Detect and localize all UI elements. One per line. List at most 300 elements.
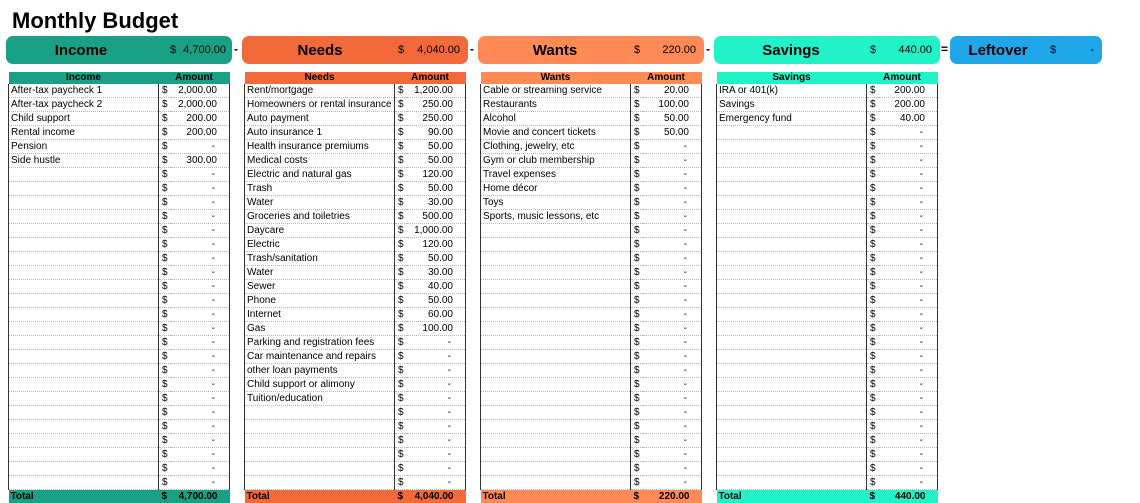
savings-header-row — [717, 72, 938, 84]
income-item-label[interactable] — [9, 280, 159, 294]
income-item-label[interactable] — [9, 434, 159, 448]
needs-item-label[interactable] — [245, 420, 395, 434]
savings-item-label[interactable] — [717, 224, 867, 238]
income-item-amount[interactable]: - — [171, 392, 230, 406]
savings-item-label[interactable] — [717, 294, 867, 308]
savings-item-label[interactable]: Savings — [717, 98, 867, 112]
wants-item-amount[interactable]: 50.00 — [643, 112, 702, 126]
wants-item-label[interactable]: Movie and concert tickets — [481, 126, 631, 140]
savings-currency-cell: $ — [867, 84, 879, 98]
table-row — [9, 406, 230, 420]
income-item-label[interactable] — [9, 224, 159, 238]
wants-item-label[interactable] — [481, 266, 631, 280]
needs-item-amount[interactable]: 50.00 — [407, 294, 466, 308]
table-row — [717, 434, 938, 448]
needs-item-amount[interactable]: 100.00 — [407, 322, 466, 336]
savings-item-label[interactable] — [717, 238, 867, 252]
needs-item-amount[interactable]: 1,200.00 — [407, 84, 466, 98]
needs-item-label[interactable]: Medical costs — [245, 154, 395, 168]
income-summary-label: Income — [6, 42, 156, 59]
wants-item-label[interactable] — [481, 322, 631, 336]
savings-item-label[interactable] — [717, 140, 867, 154]
income-item-amount[interactable]: - — [171, 448, 230, 462]
wants-item-label[interactable] — [481, 420, 631, 434]
income-currency-cell: $ — [159, 462, 171, 476]
wants-item-amount[interactable]: - — [643, 196, 702, 210]
income-item-label[interactable]: After-tax paycheck 2 — [9, 98, 159, 112]
needs-total-currency: $ — [395, 490, 407, 503]
needs-item-amount[interactable]: 500.00 — [407, 210, 466, 224]
needs-item-amount[interactable]: 50.00 — [407, 252, 466, 266]
needs-item-label[interactable]: Car maintenance and repairs — [245, 350, 395, 364]
wants-item-label[interactable] — [481, 350, 631, 364]
income-item-amount[interactable]: 2,000.00 — [171, 98, 230, 112]
income-item-label[interactable] — [9, 252, 159, 266]
savings-item-amount[interactable]: - — [879, 406, 938, 420]
table-row — [245, 350, 466, 364]
income-item-label[interactable] — [9, 196, 159, 210]
wants-item-amount[interactable]: - — [643, 476, 702, 490]
wants-item-amount[interactable]: - — [643, 168, 702, 182]
wants-currency-cell: $ — [631, 378, 643, 392]
needs-item-amount[interactable]: - — [407, 350, 466, 364]
needs-item-amount[interactable]: 40.00 — [407, 280, 466, 294]
income-item-label[interactable] — [9, 266, 159, 280]
needs-item-amount[interactable]: 30.00 — [407, 266, 466, 280]
income-item-amount[interactable]: - — [171, 168, 230, 182]
savings-item-label[interactable] — [717, 434, 867, 448]
wants-item-amount[interactable]: 100.00 — [643, 98, 702, 112]
wants-item-label[interactable]: Gym or club membership — [481, 154, 631, 168]
needs-item-label[interactable]: Trash — [245, 182, 395, 196]
savings-item-label[interactable] — [717, 126, 867, 140]
savings-item-amount[interactable]: - — [879, 224, 938, 238]
wants-item-amount[interactable]: - — [643, 140, 702, 154]
wants-item-amount[interactable]: 20.00 — [643, 84, 702, 98]
income-item-amount[interactable]: - — [171, 280, 230, 294]
savings-currency-cell: $ — [867, 476, 879, 490]
needs-item-label[interactable]: Internet — [245, 308, 395, 322]
needs-item-label[interactable]: Phone — [245, 294, 395, 308]
table-row — [481, 406, 702, 420]
needs-item-amount[interactable]: 250.00 — [407, 98, 466, 112]
wants-item-label[interactable] — [481, 392, 631, 406]
savings-item-amount[interactable]: - — [879, 238, 938, 252]
wants-item-label[interactable] — [481, 364, 631, 378]
table-row — [9, 112, 230, 126]
income-item-amount[interactable]: 300.00 — [171, 154, 230, 168]
savings-item-amount[interactable]: - — [879, 126, 938, 140]
needs-item-amount[interactable]: - — [407, 448, 466, 462]
savings-item-label[interactable] — [717, 210, 867, 224]
savings-item-amount[interactable]: - — [879, 266, 938, 280]
needs-item-label[interactable]: Sewer — [245, 280, 395, 294]
income-item-label[interactable] — [9, 462, 159, 476]
needs-item-label[interactable] — [245, 406, 395, 420]
wants-currency-cell: $ — [631, 420, 643, 434]
savings-item-amount[interactable]: - — [879, 168, 938, 182]
income-item-amount[interactable]: - — [171, 210, 230, 224]
needs-column-header: Needs — [245, 72, 395, 84]
wants-item-amount[interactable]: - — [643, 280, 702, 294]
income-item-label[interactable] — [9, 336, 159, 350]
table-row — [245, 126, 466, 140]
wants-item-label[interactable] — [481, 280, 631, 294]
wants-item-amount[interactable]: - — [643, 378, 702, 392]
wants-total-value: 220.00 — [643, 490, 702, 503]
table-row — [481, 98, 702, 112]
wants-item-label[interactable] — [481, 476, 631, 490]
income-item-label[interactable] — [9, 238, 159, 252]
savings-item-amount[interactable]: - — [879, 420, 938, 434]
income-item-amount[interactable]: - — [171, 252, 230, 266]
wants-summary-currency: $ — [634, 44, 640, 56]
needs-item-label[interactable]: Trash/sanitation — [245, 252, 395, 266]
wants-item-label[interactable]: Alcohol — [481, 112, 631, 126]
savings-item-label[interactable] — [717, 322, 867, 336]
wants-item-amount[interactable]: - — [643, 434, 702, 448]
wants-item-amount[interactable]: - — [643, 308, 702, 322]
wants-item-amount[interactable]: 50.00 — [643, 126, 702, 140]
needs-item-amount[interactable]: 120.00 — [407, 168, 466, 182]
income-item-label[interactable]: After-tax paycheck 1 — [9, 84, 159, 98]
needs-item-amount[interactable]: - — [407, 392, 466, 406]
needs-item-amount[interactable]: - — [407, 406, 466, 420]
income-item-label[interactable] — [9, 406, 159, 420]
savings-item-label[interactable] — [717, 476, 867, 490]
savings-item-amount[interactable]: 40.00 — [879, 112, 938, 126]
savings-item-amount[interactable]: 200.00 — [879, 98, 938, 112]
savings-item-amount[interactable]: - — [879, 476, 938, 490]
income-item-amount[interactable]: - — [171, 196, 230, 210]
wants-item-label[interactable]: Home décor — [481, 182, 631, 196]
needs-item-label[interactable]: Gas — [245, 322, 395, 336]
savings-item-label[interactable] — [717, 336, 867, 350]
needs-item-label[interactable] — [245, 476, 395, 490]
savings-item-amount[interactable]: - — [879, 322, 938, 336]
needs-item-label[interactable]: Water — [245, 266, 395, 280]
savings-item-label[interactable] — [717, 182, 867, 196]
needs-amount-header: Amount — [395, 72, 466, 84]
savings-item-label[interactable] — [717, 252, 867, 266]
income-item-amount[interactable]: 2,000.00 — [171, 84, 230, 98]
savings-item-label[interactable] — [717, 280, 867, 294]
table-row — [9, 336, 230, 350]
savings-item-label[interactable] — [717, 364, 867, 378]
needs-item-label[interactable]: other loan payments — [245, 364, 395, 378]
needs-currency-cell: $ — [395, 406, 407, 420]
wants-item-amount[interactable]: - — [643, 210, 702, 224]
savings-item-amount[interactable]: - — [879, 308, 938, 322]
savings-summary-currency: $ — [870, 44, 876, 56]
table-row — [717, 378, 938, 392]
income-item-amount[interactable]: - — [171, 406, 230, 420]
income-item-amount[interactable]: - — [171, 476, 230, 490]
income-item-amount[interactable]: - — [171, 182, 230, 196]
income-item-label[interactable] — [9, 350, 159, 364]
needs-item-label[interactable] — [245, 434, 395, 448]
savings-item-label[interactable] — [717, 154, 867, 168]
needs-item-amount[interactable]: - — [407, 476, 466, 490]
savings-item-label[interactable]: Emergency fund — [717, 112, 867, 126]
savings-item-label[interactable] — [717, 392, 867, 406]
income-item-amount[interactable]: - — [171, 308, 230, 322]
income-currency-cell: $ — [159, 140, 171, 154]
wants-item-label[interactable]: Cable or streaming service — [481, 84, 631, 98]
income-item-label[interactable] — [9, 476, 159, 490]
needs-item-amount[interactable]: - — [407, 336, 466, 350]
table-row — [245, 84, 466, 98]
income-item-label[interactable]: Rental income — [9, 126, 159, 140]
needs-item-label[interactable]: Parking and registration fees — [245, 336, 395, 350]
wants-item-label[interactable] — [481, 406, 631, 420]
table-row — [481, 336, 702, 350]
income-item-label[interactable] — [9, 448, 159, 462]
table-row — [9, 364, 230, 378]
savings-item-amount[interactable]: - — [879, 252, 938, 266]
needs-item-amount[interactable]: - — [407, 378, 466, 392]
needs-item-label[interactable] — [245, 462, 395, 476]
savings-item-label[interactable] — [717, 196, 867, 210]
needs-item-label[interactable] — [245, 448, 395, 462]
needs-item-label[interactable]: Homeowners or rental insurance — [245, 98, 395, 112]
wants-item-label[interactable] — [481, 294, 631, 308]
income-item-amount[interactable]: - — [171, 378, 230, 392]
table-row — [9, 84, 230, 98]
income-item-amount[interactable]: 200.00 — [171, 112, 230, 126]
wants-item-amount[interactable]: - — [643, 294, 702, 308]
table-row — [245, 182, 466, 196]
needs-item-label[interactable]: Tuition/education — [245, 392, 395, 406]
income-currency-cell: $ — [159, 378, 171, 392]
needs-item-label[interactable]: Electric — [245, 238, 395, 252]
wants-column-header: Wants — [481, 72, 631, 84]
income-item-amount[interactable]: 200.00 — [171, 126, 230, 140]
income-item-amount[interactable]: - — [171, 140, 230, 154]
wants-item-label[interactable] — [481, 238, 631, 252]
income-item-label[interactable] — [9, 182, 159, 196]
income-item-label[interactable] — [9, 308, 159, 322]
savings-item-label[interactable] — [717, 308, 867, 322]
wants-item-label[interactable] — [481, 434, 631, 448]
savings-item-label[interactable] — [717, 350, 867, 364]
savings-total-row — [717, 490, 938, 503]
income-item-amount[interactable]: - — [171, 350, 230, 364]
needs-currency-cell: $ — [395, 308, 407, 322]
table-row — [481, 126, 702, 140]
savings-currency-cell: $ — [867, 154, 879, 168]
savings-item-amount[interactable]: - — [879, 462, 938, 476]
wants-item-label[interactable] — [481, 224, 631, 238]
income-item-amount[interactable]: - — [171, 294, 230, 308]
table-row — [245, 322, 466, 336]
income-item-label[interactable] — [9, 392, 159, 406]
wants-currency-cell: $ — [631, 140, 643, 154]
needs-currency-cell: $ — [395, 126, 407, 140]
income-item-label[interactable]: Pension — [9, 140, 159, 154]
table-row — [9, 294, 230, 308]
needs-item-amount[interactable]: 90.00 — [407, 126, 466, 140]
income-item-label[interactable]: Child support — [9, 112, 159, 126]
needs-currency-cell: $ — [395, 112, 407, 126]
savings-item-amount[interactable]: 200.00 — [879, 84, 938, 98]
income-item-label[interactable] — [9, 294, 159, 308]
savings-item-amount[interactable]: - — [879, 392, 938, 406]
savings-item-amount[interactable]: - — [879, 364, 938, 378]
table-row — [9, 238, 230, 252]
income-item-label[interactable] — [9, 322, 159, 336]
wants-item-label[interactable]: Travel expenses — [481, 168, 631, 182]
table-row — [9, 126, 230, 140]
needs-item-amount[interactable]: 50.00 — [407, 140, 466, 154]
income-item-label[interactable] — [9, 364, 159, 378]
needs-item-amount[interactable]: - — [407, 420, 466, 434]
wants-item-label[interactable] — [481, 378, 631, 392]
wants-currency-cell: $ — [631, 266, 643, 280]
savings-item-label[interactable] — [717, 266, 867, 280]
wants-item-label[interactable] — [481, 448, 631, 462]
savings-item-label[interactable]: IRA or 401(k) — [717, 84, 867, 98]
wants-table — [480, 72, 702, 503]
wants-item-amount[interactable]: - — [643, 322, 702, 336]
needs-item-amount[interactable]: 60.00 — [407, 308, 466, 322]
wants-item-label[interactable]: Toys — [481, 196, 631, 210]
wants-item-amount[interactable]: - — [643, 224, 702, 238]
needs-item-amount[interactable]: 120.00 — [407, 238, 466, 252]
savings-item-amount[interactable]: - — [879, 434, 938, 448]
savings-item-label[interactable] — [717, 406, 867, 420]
table-row — [717, 224, 938, 238]
income-item-amount[interactable]: - — [171, 322, 230, 336]
wants-item-label[interactable] — [481, 308, 631, 322]
needs-item-label[interactable]: Electric and natural gas — [245, 168, 395, 182]
needs-item-amount[interactable]: 50.00 — [407, 154, 466, 168]
income-item-amount[interactable]: - — [171, 434, 230, 448]
income-item-amount[interactable]: - — [171, 224, 230, 238]
needs-item-label[interactable]: Water — [245, 196, 395, 210]
savings-item-label[interactable] — [717, 420, 867, 434]
wants-item-label[interactable] — [481, 252, 631, 266]
needs-item-amount[interactable]: 250.00 — [407, 112, 466, 126]
savings-item-label[interactable] — [717, 448, 867, 462]
needs-item-amount[interactable]: 1,000.00 — [407, 224, 466, 238]
wants-item-amount[interactable]: - — [643, 420, 702, 434]
wants-item-label[interactable] — [481, 336, 631, 350]
savings-item-amount[interactable]: - — [879, 210, 938, 224]
savings-item-amount[interactable]: - — [879, 140, 938, 154]
needs-item-label[interactable]: Health insurance premiums — [245, 140, 395, 154]
income-item-label[interactable] — [9, 420, 159, 434]
table-row — [717, 98, 938, 112]
table-row — [717, 336, 938, 350]
savings-item-amount[interactable]: - — [879, 378, 938, 392]
savings-item-amount[interactable]: - — [879, 336, 938, 350]
savings-item-amount[interactable]: - — [879, 350, 938, 364]
wants-item-amount[interactable]: - — [643, 154, 702, 168]
savings-currency-cell: $ — [867, 406, 879, 420]
wants-item-amount[interactable]: - — [643, 266, 702, 280]
needs-item-amount[interactable]: 30.00 — [407, 196, 466, 210]
income-item-amount[interactable]: - — [171, 420, 230, 434]
wants-amount-header: Amount — [631, 72, 702, 84]
savings-item-label[interactable] — [717, 462, 867, 476]
table-row — [481, 420, 702, 434]
table-row — [717, 238, 938, 252]
needs-currency-cell: $ — [395, 336, 407, 350]
income-item-label[interactable] — [9, 168, 159, 182]
savings-currency-cell: $ — [867, 378, 879, 392]
savings-item-amount[interactable]: - — [879, 280, 938, 294]
needs-item-label[interactable]: Groceries and toiletries — [245, 210, 395, 224]
savings-item-label[interactable] — [717, 168, 867, 182]
table-row — [717, 252, 938, 266]
needs-item-label[interactable]: Auto payment — [245, 112, 395, 126]
income-item-amount[interactable]: - — [171, 336, 230, 350]
needs-currency-cell: $ — [395, 350, 407, 364]
income-currency-cell: $ — [159, 98, 171, 112]
income-total-row — [9, 490, 230, 503]
income-currency-cell: $ — [159, 168, 171, 182]
savings-item-amount[interactable]: - — [879, 448, 938, 462]
wants-item-label[interactable]: Sports, music lessons, etc — [481, 210, 631, 224]
wants-item-amount[interactable]: - — [643, 336, 702, 350]
wants-item-amount[interactable]: - — [643, 252, 702, 266]
savings-item-amount[interactable]: - — [879, 196, 938, 210]
savings-item-amount[interactable]: - — [879, 154, 938, 168]
income-currency-cell: $ — [159, 476, 171, 490]
income-item-label[interactable] — [9, 378, 159, 392]
wants-currency-cell: $ — [631, 350, 643, 364]
leftover-summary-pill — [950, 36, 1102, 64]
wants-item-amount[interactable]: - — [643, 392, 702, 406]
savings-item-amount[interactable]: - — [879, 294, 938, 308]
needs-item-label[interactable]: Rent/mortgage — [245, 84, 395, 98]
wants-item-amount[interactable]: - — [643, 448, 702, 462]
wants-currency-cell: $ — [631, 84, 643, 98]
needs-item-amount[interactable]: - — [407, 434, 466, 448]
income-item-amount[interactable]: - — [171, 364, 230, 378]
income-item-amount[interactable]: - — [171, 462, 230, 476]
table-row — [245, 476, 466, 490]
needs-item-label[interactable]: Auto insurance 1 — [245, 126, 395, 140]
wants-item-amount[interactable]: - — [643, 364, 702, 378]
income-currency-cell: $ — [159, 350, 171, 364]
wants-item-amount[interactable]: - — [643, 350, 702, 364]
wants-summary-value: 220.00 — [662, 44, 696, 56]
savings-currency-cell: $ — [867, 182, 879, 196]
wants-item-label[interactable]: Restaurants — [481, 98, 631, 112]
wants-item-label[interactable]: Clothing, jewelry, etc — [481, 140, 631, 154]
wants-item-amount[interactable]: - — [643, 182, 702, 196]
table-row — [245, 210, 466, 224]
wants-item-amount[interactable]: - — [643, 238, 702, 252]
income-item-amount[interactable]: - — [171, 238, 230, 252]
needs-item-amount[interactable]: - — [407, 364, 466, 378]
needs-item-label[interactable]: Child support or alimony — [245, 378, 395, 392]
needs-item-amount[interactable]: - — [407, 462, 466, 476]
wants-item-label[interactable] — [481, 462, 631, 476]
wants-item-amount[interactable]: - — [643, 462, 702, 476]
savings-item-label[interactable] — [717, 378, 867, 392]
needs-item-label[interactable]: Daycare — [245, 224, 395, 238]
wants-item-amount[interactable]: - — [643, 406, 702, 420]
income-item-label[interactable] — [9, 210, 159, 224]
income-item-label[interactable]: Side hustle — [9, 154, 159, 168]
needs-currency-cell: $ — [395, 238, 407, 252]
savings-item-amount[interactable]: - — [879, 182, 938, 196]
income-item-amount[interactable]: - — [171, 266, 230, 280]
needs-item-amount[interactable]: 50.00 — [407, 182, 466, 196]
